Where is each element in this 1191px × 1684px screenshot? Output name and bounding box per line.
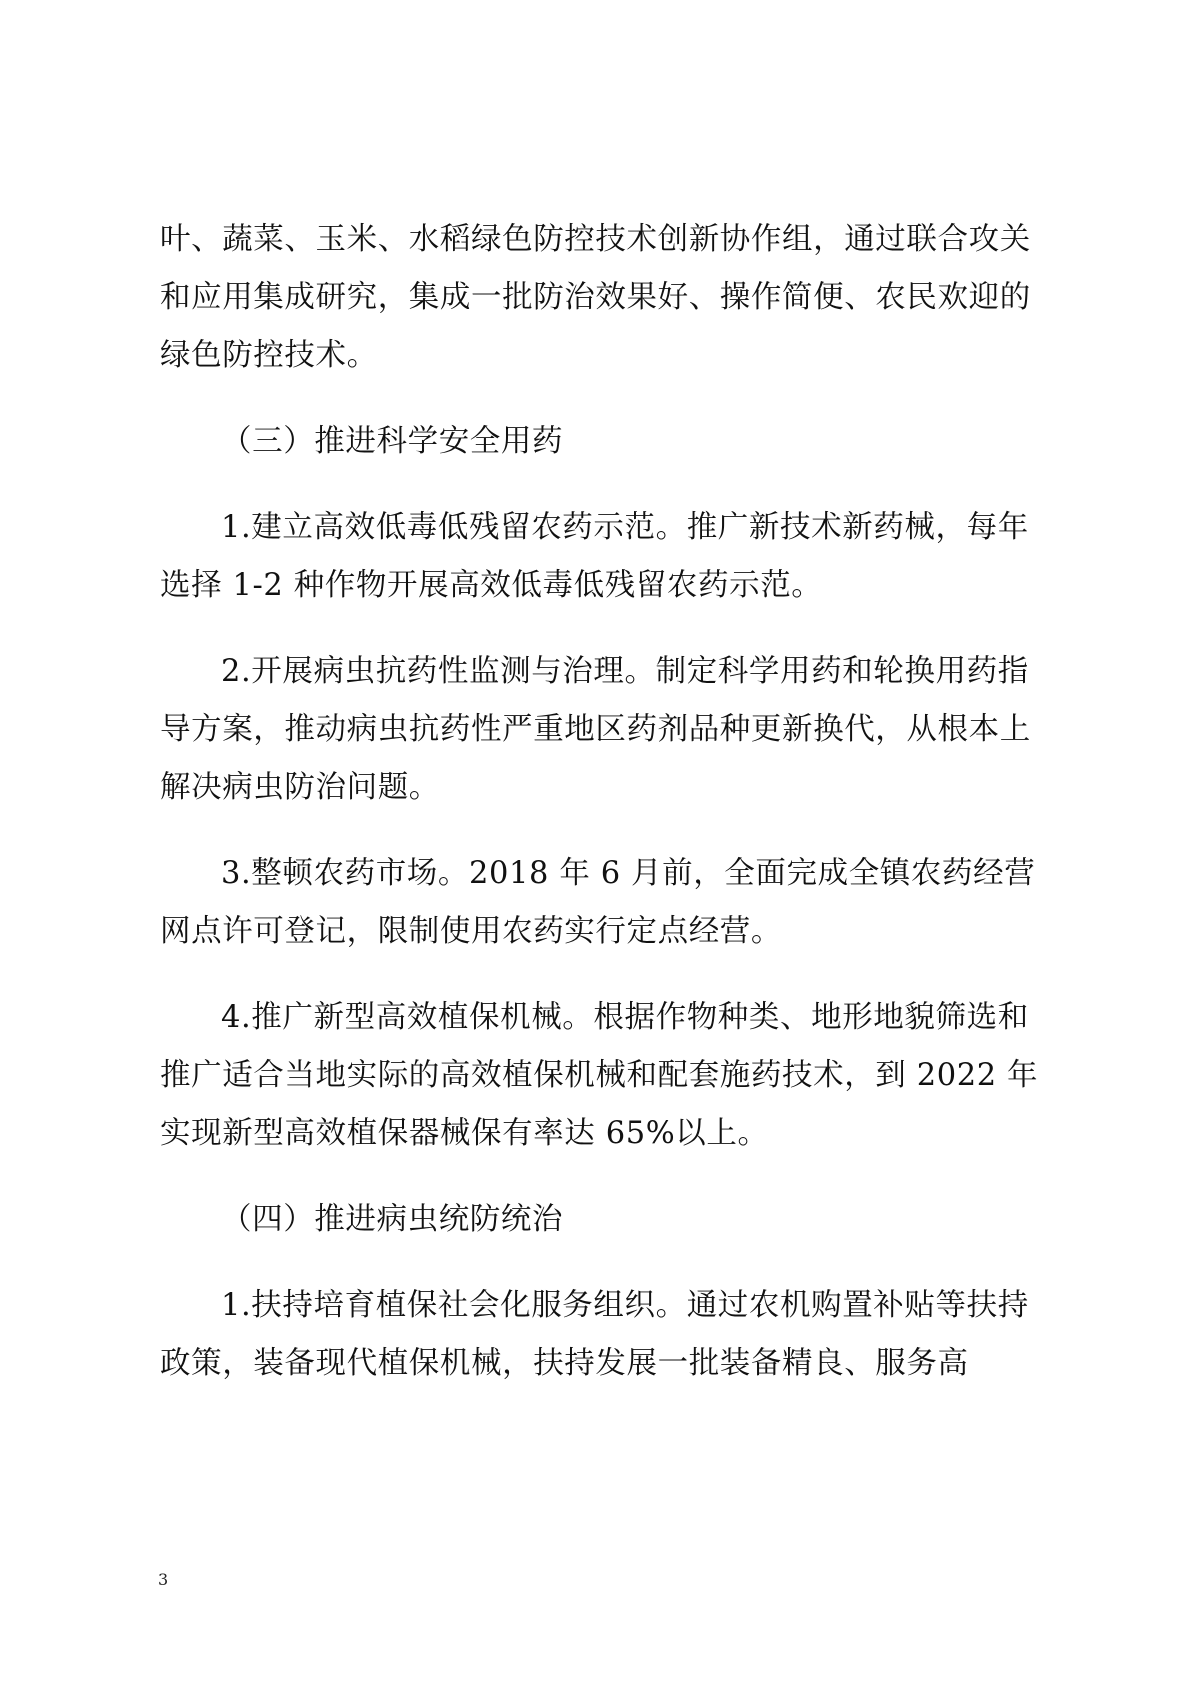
paragraph-item-4: 4.推广新型高效植保机械。根据作物种类、地形地貌筛选和推广适合当地实际的高效植保机械和配套施药技术，到 2022 年实现新型高效植保器械保有率达 65%以上。 — [160, 1000, 1039, 1151]
paragraph-item-2: 2.开展病虫抗药性监测与治理。制定科学用药和轮换用药指导方案，推动病虫抗药性严重地区药剂品种更新换代，从根本上解决病虫防治问题。 — [160, 654, 1031, 805]
paragraph-item-3: 3.整顿农药市场。2018 年 6 月前，全面完成全镇农药经营网点许可登记，限制使用农药实行定点经营。 — [160, 856, 1036, 949]
page-number: 3 — [158, 1570, 169, 1589]
section-heading-3: （三）推进科学安全用药 — [221, 424, 564, 459]
paragraph-item-1-section-4: 1.扶持培育植保社会化服务组织。通过农机购置补贴等扶持政策，装备现代植保机械，扶持发展一批装备精良、服务高 — [160, 1288, 1029, 1381]
section-heading-4: （四）推进病虫统防统治 — [221, 1202, 564, 1237]
paragraph-item-1: 1.建立高效低毒低残留农药示范。推广新技术新药械，每年选择 1-2 种作物开展高效低毒低残留农药示范。 — [160, 510, 1029, 603]
document-body — [160, 211, 1040, 1393]
paragraph-continuation: 叶、蔬菜、玉米、水稻绿色防控技术创新协作组，通过联合攻关和应用集成研究，集成一批防治效果好、操作简便、农民欢迎的绿色防控技术。 — [160, 222, 1031, 373]
